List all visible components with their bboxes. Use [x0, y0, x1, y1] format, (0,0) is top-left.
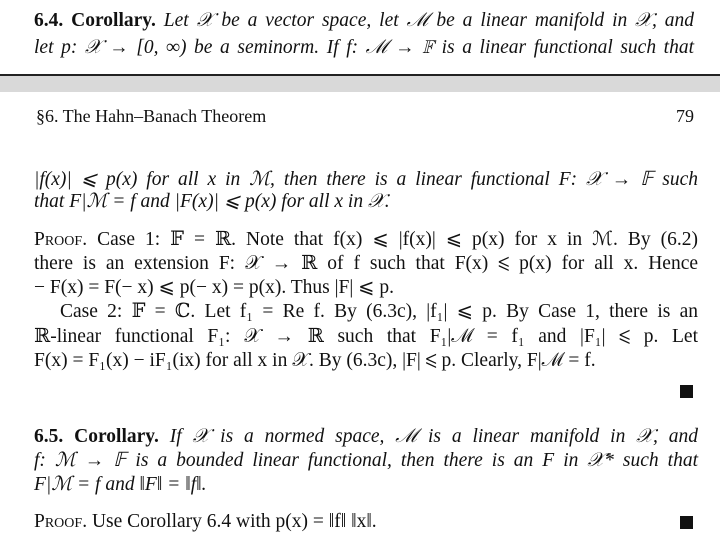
corollary-6-5-line-2: f: ℳ → 𝔽 is a bounded linear functional, then there is an F in 𝒳* such that: [34, 450, 698, 471]
corollary-title: Corollary.: [74, 426, 159, 447]
proof-6-4-line-3: − F(x) = F(− x) ⩽ p(− x) = p(x). Thus |F| ⩽ p.: [34, 277, 394, 298]
qed-square: [680, 385, 693, 398]
proof-6-4-line-6: F(x) = F₁(x) − iF₁(ix) for all x in 𝒳. By (6.3c), |F| ⩽ p. Clearly, F|ℳ = f.: [34, 350, 596, 371]
proof-text: Use Corollary 6.4 with p(x) = ‖f‖ ‖x‖.: [87, 511, 377, 532]
qed-square: [680, 516, 693, 529]
page-gap: [0, 76, 720, 92]
corollary-6-4-continuation-line-2: that F|ℳ = f and |F(x)| ⩽ p(x) for all x in 𝒳.: [34, 191, 390, 212]
corollary-title: Corollary.: [71, 10, 156, 31]
corollary-statement: If 𝒳 is a normed space, ℳ is a linear manifold in 𝒳, and: [158, 426, 698, 447]
proof-label: Proof.: [34, 511, 88, 532]
corollary-6-4-continuation-line-1: |f(x)| ⩽ p(x) for all x in ℳ, then there is a linear functional F: 𝒳 → 𝔽 such: [34, 169, 698, 190]
proof-6-5-line: [34, 510, 377, 534]
running-head: §6. The Hahn–Banach Theorem: [36, 106, 267, 126]
proof-6-4-line-4: Case 2: 𝔽 = ℂ. Let f₁ = Re f. By (6.3c), |f₁| ⩽ p. By Case 1, there is an: [60, 301, 698, 322]
proof-6-4-line-5: ℝ-linear functional F₁: 𝒳 → ℝ such that F₁|ℳ = f₁ and |F₁| ⩽ p. Let: [34, 326, 698, 347]
proof-6-4-line-1: [34, 228, 698, 252]
corollary-6-4-line-2: let p: 𝒳 → [0, ∞) be a seminorm. If f: ℳ → 𝔽 is a linear functional such that: [34, 37, 694, 58]
page-number: 79: [676, 106, 694, 126]
proof-label: Proof.: [34, 229, 88, 250]
corollary-6-4-heading-line: [34, 9, 694, 33]
corollary-6-5-line-3: F|ℳ = f and ‖F‖ = ‖f‖.: [34, 474, 207, 495]
proof-text: Case 1: 𝔽 = ℝ. Note that f(x) ⩽ |f(x)| ⩽ p(x) for x in ℳ. By (6.2): [87, 229, 698, 250]
previous-page-fragment: [0, 0, 720, 76]
proof-6-4-line-2: there is an extension F: 𝒳 → ℝ of f such that F(x) ⩽ p(x) for all x. Hence: [34, 253, 698, 274]
corollary-6-5-line-1: [34, 425, 698, 449]
book-page: [0, 92, 720, 540]
corollary-statement-start: Let 𝒳 be a vector space, let ℳ be a linear manifold in 𝒳, and: [163, 10, 694, 31]
corollary-number: 6.5.: [34, 426, 64, 447]
corollary-number: 6.4.: [34, 10, 64, 31]
